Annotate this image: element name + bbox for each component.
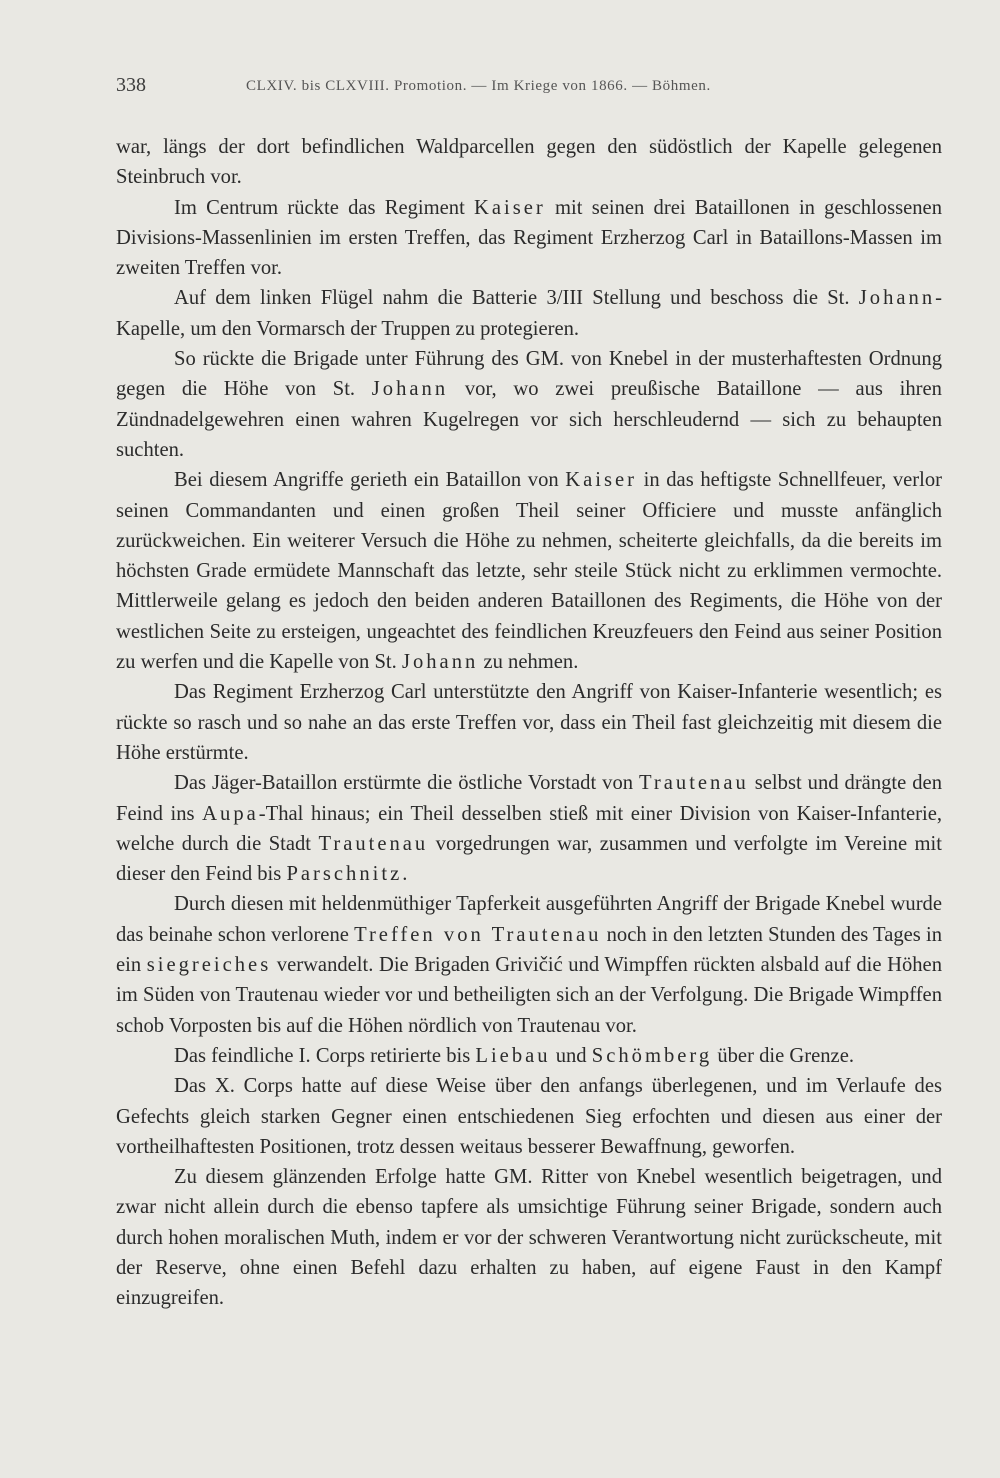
spaced-emphasis: Aupa <box>202 802 259 825</box>
spaced-emphasis: Johann <box>401 651 479 674</box>
spaced-emphasis: Kaiser <box>474 196 546 219</box>
paragraph <box>116 1162 942 1313</box>
paragraph <box>116 193 942 284</box>
spaced-emphasis: Johann <box>371 378 449 401</box>
text-run: noch in den letzten Stunden des Tages in ein <box>116 923 943 977</box>
paragraph <box>116 889 942 1040</box>
text-run: in das heftigste Schnellfeuer, verlor seinen Commandanten und einen großen Theil seiner Officiere und musste anfänglich zurückweichen. Ein weiterer Versuch die Höhe zu nehmen, scheiterte gleichfalls, da die bereits im höchsten Grade ermüdete Mannschaft das letzte, sehr steile Stück nicht zu erklimmen vermochte. Mittlerweile gelang es jedoch den beiden anderen Bataillonen des Regiments, die Höhe von der westlichen Seite zu ersteigen, ungeachtet des feindlichen Kreuzfeuers den Feind aus seiner Position zu werfen und die Kapelle von St. <box>116 469 942 674</box>
text-run: zu nehmen. <box>478 651 579 674</box>
text-run: mit seinen drei Bataillonen in geschlossenen Divisions-Massenlinien im ersten Treffen, das Regiment Erzherzog Carl in Bataillons-Massen im zweiten Treffen vor. <box>116 196 942 280</box>
text-run: Das X. Corps hatte auf diese Weise über den anfangs überlegenen, und im Verlaufe des Gefechts gleich starken Gegner einen entschiedenen Sieg erfochten und diesen aus einer der vortheilhaftesten Positionen, trotz dessen weitaus besserer Bewaffnung, geworfen. <box>116 1075 942 1158</box>
page-header <box>116 74 942 104</box>
text-run: verwandelt. Die Brigaden Grivičić und Wimpffen rückten alsbald auf die Höhen im Süden von Trautenau wieder vor und betheiligten sich an der Verfolgung. Die Brigade Wimpffen schob Vorposten bis auf die Höhen nördlich von Trautenau vor. <box>116 954 942 1037</box>
spaced-emphasis: Trautenau <box>318 832 429 855</box>
text-run: Das Regiment Erzherzog Carl unterstützte den Angriff von Kaiser-Infanterie wesentlich; es rückte so rasch und so nahe an das erste Treffen vor, dass ein Theil fast gleichzeitig mit diesem die Höhe erstürmte. <box>116 681 942 764</box>
text-run: vorgedrungen war, zusammen und verfolgte im Vereine mit dieser den Feind bis <box>116 832 942 886</box>
paragraph <box>116 132 942 193</box>
spaced-emphasis: Schömberg <box>591 1044 713 1067</box>
paragraph <box>116 768 942 889</box>
text-run: war, längs der dort befindlichen Waldparcellen gegen den südöstlich der Kapelle gelegenen Steinbruch vor. <box>116 136 942 189</box>
text-run: -Thal hinaus; ein Theil desselben stieß mit einer Division von Kaiser-Infanterie, welche durch die Stadt <box>116 802 942 855</box>
page-number: 338 <box>116 74 146 96</box>
spaced-emphasis: Parschnitz <box>286 863 403 886</box>
paragraph <box>116 1071 942 1162</box>
running-head: CLXIV. bis CLXVIII. Promotion. — Im Kriege von 1866. — Böhmen. <box>246 78 711 94</box>
text-run: -Kapelle, um den Vormarsch der Truppen zu protegieren. <box>116 287 942 340</box>
paragraph <box>116 677 942 768</box>
text-run: selbst und drängte den Feind ins <box>116 772 942 825</box>
text-run: Zu diesem glänzenden Erfolge hatte GM. Ritter von Knebel wesentlich beigetragen, und zwar nicht allein durch die ebenso tapfere als umsichtige Führung seiner Brigade, sondern auch durch hohen moralischen Muth, indem er vor der schweren Verantwortung nicht zurückscheute, mit der Reserve, ohne einen Befehl dazu erhalten zu haben, auf eigene Faust in den Kampf einzugreifen. <box>116 1166 942 1310</box>
text-run: . <box>402 863 408 886</box>
spaced-emphasis: Johann <box>858 287 936 310</box>
paragraph <box>116 283 942 344</box>
text-run: So rückte die Brigade unter Führung des GM. von Knebel in der musterhaftesten Ordnung gegen die Höhe von St. <box>116 348 942 401</box>
spaced-emphasis: Liebau <box>475 1044 551 1067</box>
spaced-emphasis: Kaiser <box>565 469 638 492</box>
text-run: vor, wo zwei preußische Bataillone — aus ihren Zündnadelgewehren einen wahren Kugelregen vor sich herschleudernd — sich zu behaupten suchten. <box>116 378 942 461</box>
spaced-emphasis: Treffen von Trautenau <box>354 923 602 946</box>
text-run: Das feindliche I. Corps retirierte bis <box>174 1044 476 1067</box>
paragraph <box>116 344 942 465</box>
body-text <box>116 132 942 1314</box>
text-run: Bei diesem Angriffe gerieth ein Bataillon von <box>174 469 566 492</box>
text-run: über die Grenze. <box>712 1044 854 1067</box>
text-run: Auf dem linken Flügel nahm die Batterie 3/III Stellung und beschoss die St. <box>174 287 859 310</box>
paragraph <box>116 465 942 677</box>
spaced-emphasis: Trautenau <box>639 772 749 795</box>
text-run: Durch diesen mit heldenmüthiger Tapferkeit ausgeführten Angriff der Brigade Knebel wurde das beinahe schon verlorene <box>116 893 942 946</box>
text-run: und <box>550 1044 592 1067</box>
spaced-emphasis: siegreiches <box>146 954 272 977</box>
paragraph <box>116 1041 942 1071</box>
text-run: Im Centrum rückte das Regiment <box>174 196 475 219</box>
text-run: Das Jäger-Bataillon erstürmte die östliche Vorstadt von <box>174 772 640 795</box>
